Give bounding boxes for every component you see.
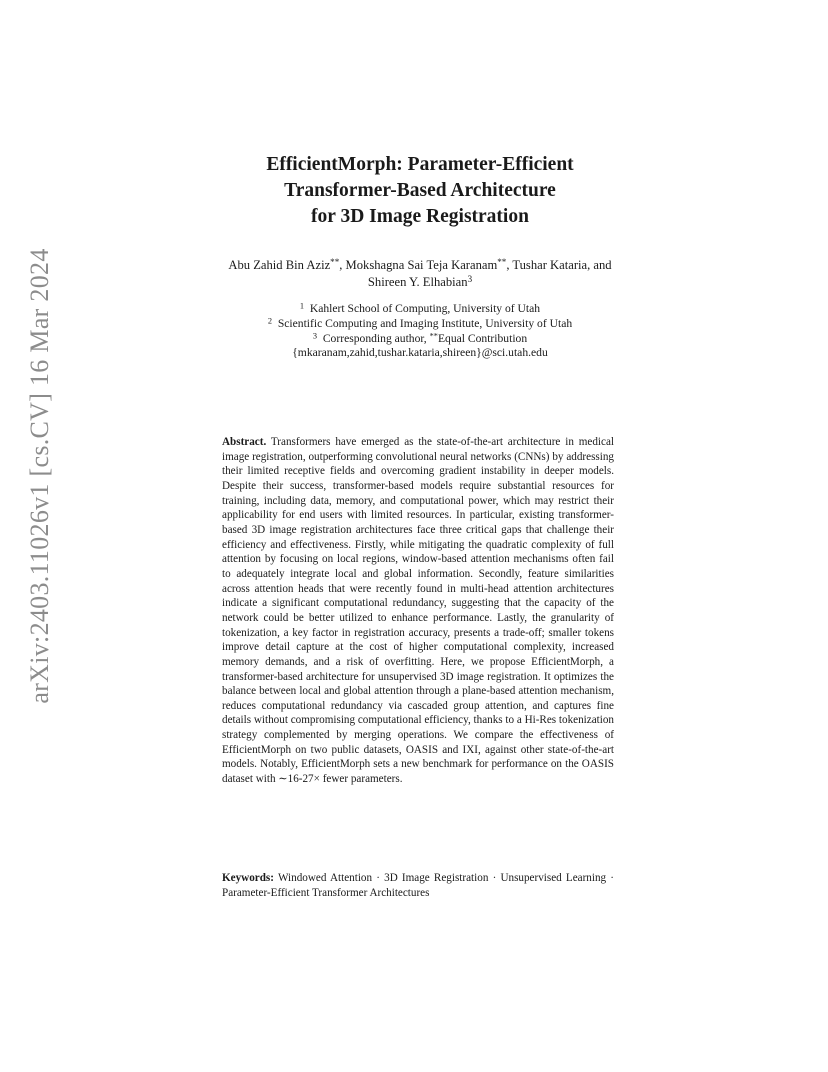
affiliation-text: Scientific Computing and Imaging Institute, University of Utah [277,316,573,330]
title-line-2: Transformer-Based Architecture [284,180,556,201]
author-name: , Tushar Kataria, and [506,258,612,272]
author-line-1 [150,257,690,274]
abstract-block [222,435,614,787]
author-name: , Mokshagna Sai Teja Karanam [339,258,498,272]
paper-title [140,152,700,230]
keywords-block [222,871,614,900]
affiliation-text: Equal Contribution [437,331,528,345]
affiliation-2 [150,317,690,332]
affiliation-text: Corresponding author, [322,331,430,345]
affiliation-text: Kahlert School of Computing, University of Utah [309,302,541,315]
equal-contribution-mark: ** [497,256,507,267]
affiliation-mark: 3 [312,330,318,340]
affiliation-mark: 2 [267,316,273,326]
author-emails: {mkaranam,zahid,tushar.kataria,shireen}@sci.utah.edu [292,346,548,360]
author-name: Shireen Y. Elhabian [367,275,468,289]
title-line-1: EfficientMorph: Parameter-Efficient [266,154,574,175]
affiliation-1 [150,302,690,317]
keywords-label: Keywords: [222,872,274,884]
author-list [150,257,690,291]
affiliation-list [150,302,690,361]
abstract-text: Transformers have emerged as the state-of-the-art architecture in medical image registration, outperforming convolutional neural networks (CNNs) by addressing their limited receptive fields and overcoming gradient instability in deeper models. Despite their success, transformer-based models require substantial resources for training, including data, memory, and computational power, which may restrict their applicability for end users with limited resources. In particular, existing transformer-based 3D image registration architectures face three critical gaps that challenge their efficiency and effectiveness. Firstly, while mitigating the quadratic complexity of full attention by focusing on local regions, window-based attention mechanisms often fail to adequately integrate local and global information. Secondly, feature similarities across attention heads that were recently found in multi-head attention architectures indicate a significant computational redundancy, suggesting that the capacity of the network could be better utilized to enhance performance. Lastly, the granularity of tokenization, a key factor in registration accuracy, presents a trade-off; smaller tokens improve detail capture at the cost of higher computational complexity, increased memory demands, and a risk of overfitting. Here, we propose EfficientMorph, a transformer-based architecture for unsupervised 3D image registration. It optimizes the balance between local and global attention through a plane-based attention mechanism, reduces computational redundancy via cascaded group attention, and captures fine details without compromising computational efficiency, thanks to a Hi-Res tokenization strategy complemented by merging operations. We compare the effectiveness of EfficientMorph on two public datasets, OASIS and IXI, against other state-of-the-art models. Notably, EfficientMorph sets a new benchmark for performance on the OASIS dataset with ∼16-27× fewer parameters. [222,436,614,786]
affiliation-mark: 3 [467,273,473,284]
abstract-label: Abstract. [222,436,267,448]
affiliation-3 [150,332,690,347]
title-line-3: for 3D Image Registration [311,206,529,227]
affiliation-mark: 1 [299,301,305,311]
keywords-text: Windowed Attention · 3D Image Registration · Unsupervised Learning · Parameter-Efficient Transformer Architectures [222,872,614,899]
equal-contribution-mark: ** [429,330,438,340]
author-name: Abu Zahid Bin Aziz [228,258,331,272]
author-line-2 [150,274,690,291]
arxiv-identifier-stamp: arXiv:2403.11026v1 [cs.CV] 16 Mar 2024 [25,248,54,704]
equal-contribution-mark: ** [330,256,340,267]
